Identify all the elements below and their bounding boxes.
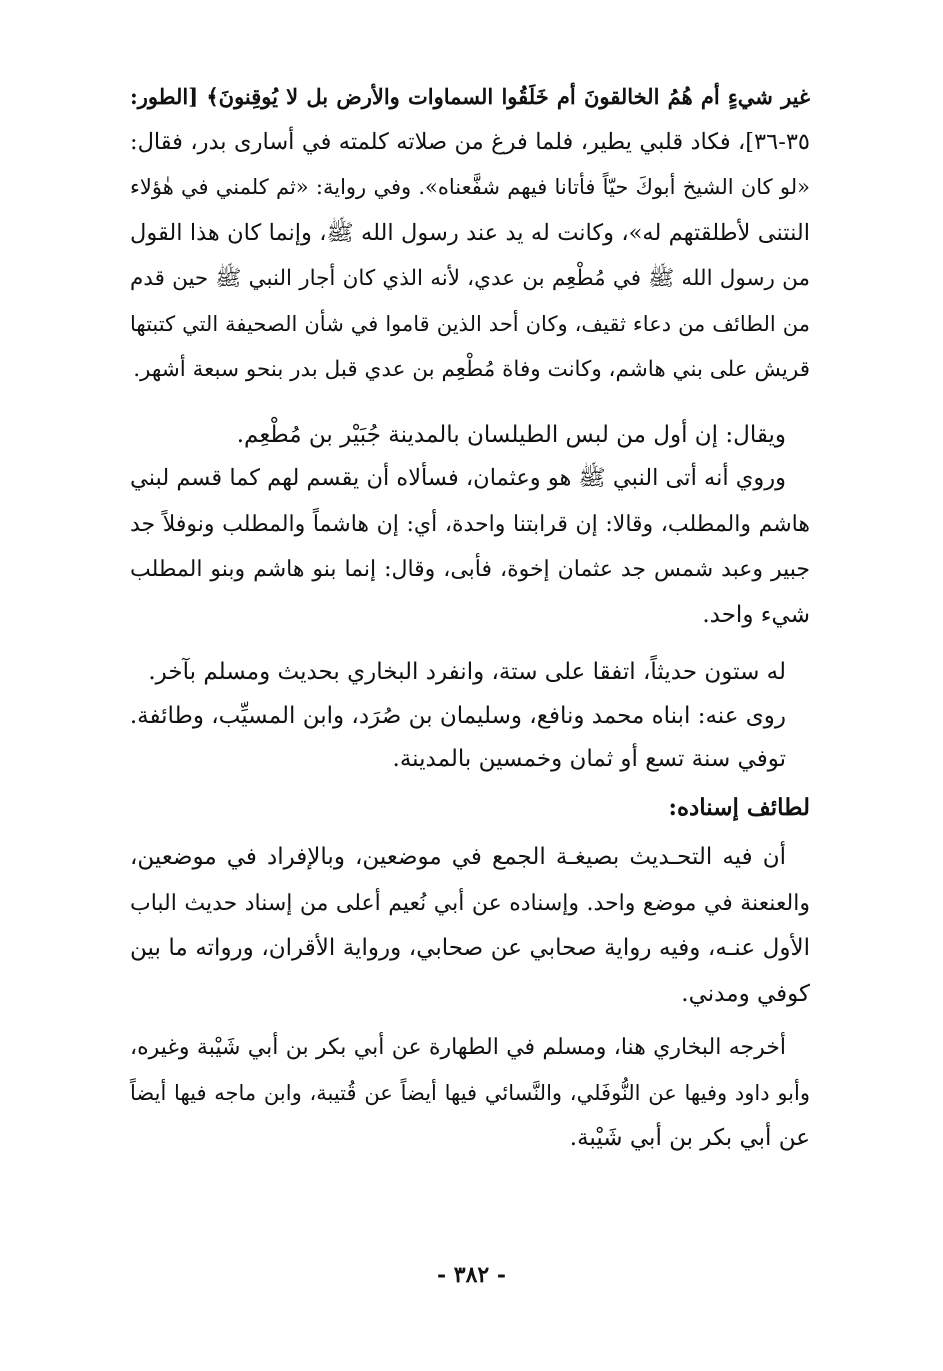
text-line: توفي سنة تسع أو ثمان وخمسين بالمدينة.	[392, 746, 786, 772]
paragraph-2	[130, 413, 810, 459]
text-line: «لو كان الشيخ أبوكَ حيّاً فأتانا فيهم شفَّعناه». وفي رواية: «ثم كلمني في هٰؤلاء	[130, 175, 810, 199]
text-line: أخرجه البخاري هنا، ومسلم في الطهارة عن أبي بكر بن أبي شَيْبة وغيره،	[130, 1035, 786, 1060]
text-line: وأبو داود وفيها عن النُّوفَلي، والنَّسائي فيها أيضاً عن قُتيبة، وابن ماجه فيها أيضاً	[130, 1080, 810, 1105]
page-number: - ٣٨٢ -	[436, 1262, 507, 1288]
paragraph-4	[130, 650, 810, 696]
paragraph-3	[130, 456, 810, 638]
paragraph-5	[130, 694, 810, 740]
text-line: من رسول الله ﷺ في مُطْعِم بن عدي، لأنه الذي كان أجار النبي ﷺ حين قدم	[130, 266, 810, 291]
text-line: أن فيه التحـديث بصيغـة الجمع في موضعين، وبالإفراد في موضعين،	[130, 844, 786, 870]
text-line: ٣٥-٣٦]، فكاد قلبي يطير، فلما فرغ من صلاته كلمته في أسارى بدر، فقال:	[130, 128, 810, 155]
text-line: قريش على بني هاشم، وكانت وفاة مُطْعِم بن عدي قبل بدر بنحو سبعة أشهر.	[133, 357, 810, 382]
text-line: وروي أنه أتى النبي ﷺ هو وعثمان، فسألاه أن يقسم لهم كما قسم لبني	[130, 465, 786, 491]
text-line: غير شيءٍ أم هُمُ الخالقونَ أم خَلَقُوا السماوات والأرض بل لا يُوقِنونَ﴾ [الطور:	[130, 84, 810, 109]
text-line: روى عنه: ابناه محمد ونافع، وسليمان بن صُرَد، وابن المسيِّب، وطائفة.	[129, 703, 786, 729]
text-line: كوفي ومدني.	[681, 980, 810, 1007]
text-line: من الطائف من دعاء ثقيف، وكان أحد الذين قاموا في شأن الصحيفة التي كتبتها	[130, 311, 810, 336]
text-line: والعنعنة في موضع واحد. وإسناده عن أبي نُعيم أعلى من إسناد حديث الباب	[130, 890, 810, 916]
paragraph-1	[130, 74, 810, 393]
section-heading: لطائف إسناده:	[668, 794, 810, 821]
paragraph-8	[130, 1025, 810, 1162]
text-line: هاشم والمطلب، وقالا: إن قرابتنا واحدة، أي: إن هاشماً والمطلب ونوفلاً جد	[130, 511, 810, 537]
text-line: ويقال: إن أول من لبس الطيلسان بالمدينة جُبَيْر بن مُطْعِم.	[236, 422, 786, 448]
paragraph-7	[130, 835, 810, 1017]
text-line: النتنى لأطلقتهم له»، وكانت له يد عند رسول الله ﷺ، وإنما كان هذا القول	[130, 219, 810, 246]
text-line: جبير وعبد شمس جد عثمان إخوة، فأبى، وقال: إنما بنو هاشم وبنو المطلب	[130, 557, 810, 582]
paragraph-6	[130, 737, 810, 783]
text-line: شيء واحد.	[702, 601, 810, 628]
text-line: الأول عنـه، وفيه رواية صحابي عن صحابي، ورواية الأقران، ورواته ما بين	[130, 935, 810, 961]
text-line: عن أبي بكر بن أبي شَيْبة.	[569, 1125, 810, 1151]
text-line: له ستون حديثاً، اتفقا على ستة، وانفرد البخاري بحديث ومسلم بآخر.	[148, 659, 786, 685]
